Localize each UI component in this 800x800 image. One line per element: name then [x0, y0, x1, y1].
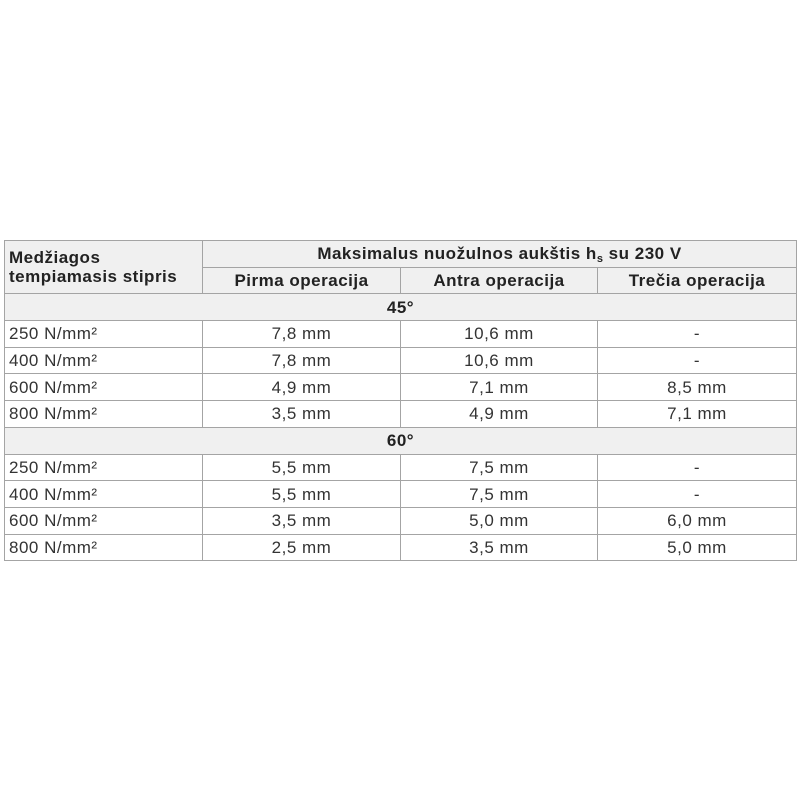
- chamfer-height-cell: -: [598, 347, 797, 374]
- chamfer-height-cell: 5,5 mm: [203, 481, 401, 508]
- chamfer-height-cell: 7,1 mm: [598, 401, 797, 428]
- tensile-strength-cell: 800 N/mm²: [5, 401, 203, 428]
- group-title-subscript: s: [596, 253, 604, 266]
- chamfer-height-cell: 3,5 mm: [401, 534, 598, 561]
- chamfer-height-cell: 5,5 mm: [203, 454, 401, 481]
- group-title-prefix: Maksimalus nuožulnos aukštis h: [317, 244, 597, 264]
- table-row: [5, 321, 797, 348]
- chamfer-height-cell: 7,5 mm: [401, 454, 598, 481]
- chamfer-height-cell: 7,1 mm: [401, 374, 598, 401]
- operation-header-first: Pirma operacija: [203, 267, 401, 294]
- chamfer-height-cell: 3,5 mm: [203, 401, 401, 428]
- tensile-strength-cell: 600 N/mm²: [5, 374, 203, 401]
- section-angle-label: 45°: [5, 294, 797, 321]
- table-row: [5, 401, 797, 428]
- operation-header-second: Antra operacija: [401, 267, 598, 294]
- chamfer-height-table: [4, 240, 797, 561]
- material-header-line-2: tempiamasis stipris: [9, 267, 178, 287]
- table-row: [5, 454, 797, 481]
- table-row: [5, 347, 797, 374]
- chamfer-height-cell: 10,6 mm: [401, 321, 598, 348]
- chamfer-height-cell: 5,0 mm: [598, 534, 797, 561]
- chamfer-height-cell: 7,5 mm: [401, 481, 598, 508]
- material-header-line-1: Medžiagos: [9, 248, 101, 268]
- chamfer-height-cell: 7,8 mm: [203, 347, 401, 374]
- chamfer-height-cell: 7,8 mm: [203, 321, 401, 348]
- chamfer-height-cell: 5,0 mm: [401, 507, 598, 534]
- chamfer-height-cell: 6,0 mm: [598, 507, 797, 534]
- section-angle-label: 60°: [5, 427, 797, 454]
- table-row: [5, 507, 797, 534]
- tensile-strength-cell: 250 N/mm²: [5, 454, 203, 481]
- tensile-strength-cell: 250 N/mm²: [5, 321, 203, 348]
- chamfer-height-cell: 4,9 mm: [203, 374, 401, 401]
- tensile-strength-cell: 400 N/mm²: [5, 347, 203, 374]
- tensile-strength-cell: 400 N/mm²: [5, 481, 203, 508]
- chamfer-height-cell: -: [598, 321, 797, 348]
- chamfer-height-cell: 4,9 mm: [401, 401, 598, 428]
- table-row: [5, 481, 797, 508]
- chamfer-height-cell: -: [598, 481, 797, 508]
- operation-header-third: Trečia operacija: [598, 267, 797, 294]
- tensile-strength-cell: 800 N/mm²: [5, 534, 203, 561]
- material-strength-column-header: [5, 241, 203, 294]
- max-chamfer-height-header: [203, 241, 797, 268]
- header-row-group: [5, 241, 797, 268]
- group-title-suffix: su 230 V: [603, 244, 682, 264]
- table-row: [5, 374, 797, 401]
- table-header: [5, 241, 797, 294]
- chamfer-height-cell: 10,6 mm: [401, 347, 598, 374]
- chamfer-height-cell: 8,5 mm: [598, 374, 797, 401]
- tensile-strength-cell: 600 N/mm²: [5, 507, 203, 534]
- section-row: [5, 294, 797, 321]
- chamfer-height-cell: 3,5 mm: [203, 507, 401, 534]
- table-body: [5, 294, 797, 561]
- chamfer-height-cell: -: [598, 454, 797, 481]
- chamfer-height-cell: 2,5 mm: [203, 534, 401, 561]
- table-row: [5, 534, 797, 561]
- section-row: [5, 427, 797, 454]
